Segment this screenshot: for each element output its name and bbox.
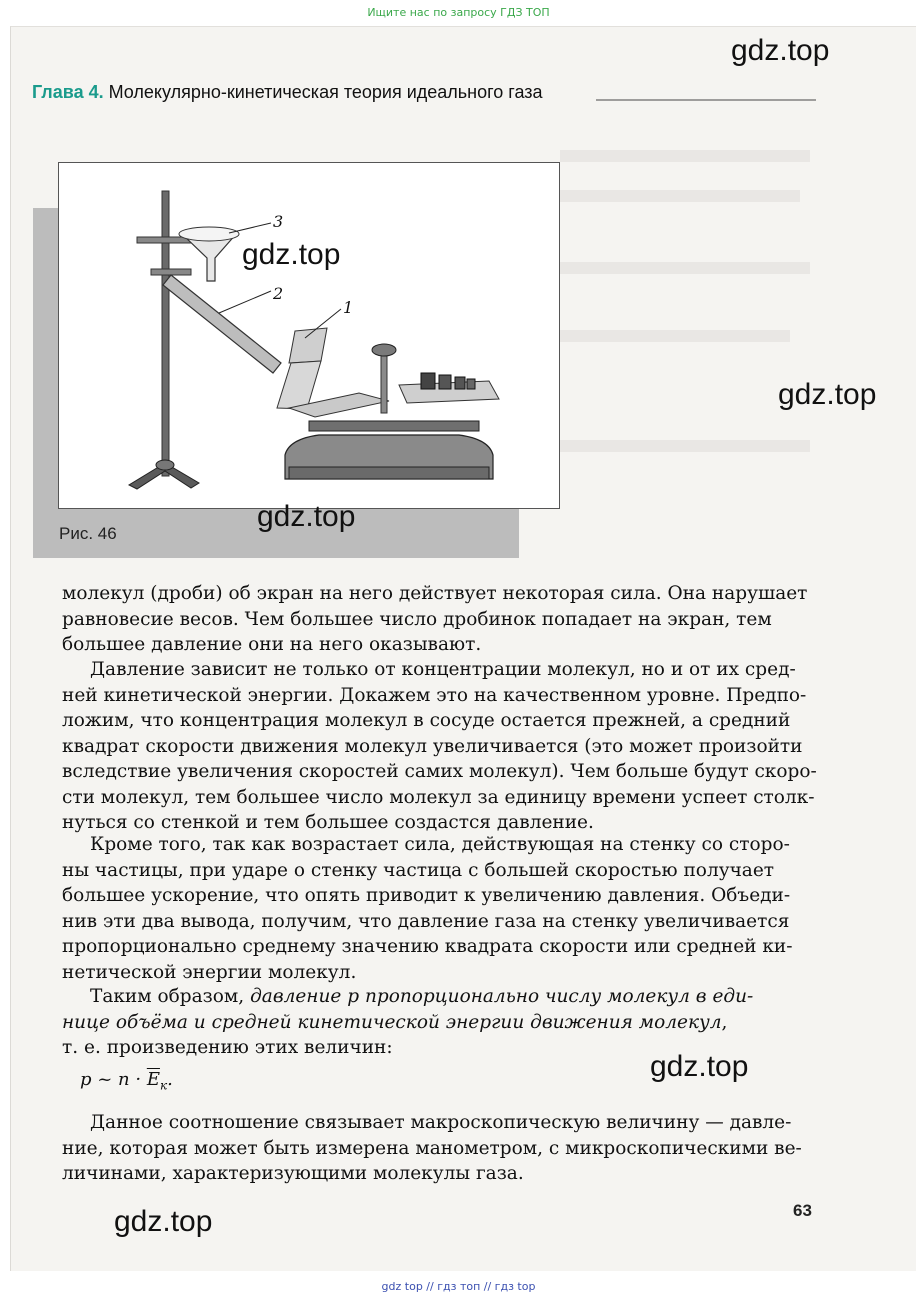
balance-beam	[309, 421, 479, 431]
text-line: нив эти два вывода, получим, что давление газа на стенку увеличивается	[62, 910, 790, 932]
watermark: gdz.top	[778, 378, 877, 411]
conclusion-comma: ,	[721, 1011, 728, 1033]
bleed-through	[560, 262, 810, 274]
top-banner[interactable]: Ищите нас по запросу ГДЗ ТОП	[367, 6, 550, 19]
balance-apparatus-illustration	[59, 163, 559, 508]
watermark: gdz.top	[242, 238, 341, 271]
text-line: равновесие весов. Чем большее число дробинок попадает на экран, тем	[62, 608, 772, 630]
chute-clamp	[151, 269, 191, 275]
text-line: ние, которая может быть измерена манометром, с микроскопическими ве-	[62, 1137, 802, 1159]
stand-hub	[156, 460, 174, 470]
formula-left: p ~ n ·	[80, 1069, 147, 1090]
bottom-banner[interactable]: gdz top // гдз топ // гдз top	[381, 1280, 536, 1293]
text-line: нетической энергии молекул.	[62, 961, 357, 983]
page-number: 63	[793, 1201, 812, 1220]
text-line: Кроме того, так как возрастает сила, действующая на стенку со сторо-	[90, 834, 790, 855]
formula	[80, 1069, 173, 1093]
label-leader	[219, 291, 271, 313]
conclusion-italic: нице объёма и средней кинетической энергии движения молекул	[62, 1011, 722, 1033]
figure-caption: Рис. 46	[59, 524, 117, 543]
bleed-through	[560, 150, 810, 162]
header-rule	[596, 99, 816, 101]
figure-label-3: 3	[273, 212, 284, 231]
conclusion-italic: давление p пропорционально числу молекул в еди-	[250, 986, 754, 1007]
conclusion-lead: Таким образом,	[90, 986, 251, 1007]
bleed-through	[560, 330, 790, 342]
formula-subscript: к	[159, 1078, 168, 1093]
balance-pointer	[381, 353, 387, 413]
text-line: молекул (дроби) об экран на него действует некоторая сила. Она нарушает	[62, 583, 808, 604]
text-line: ны частицы, при ударе о стенку частица с большей скоростью получает	[62, 859, 775, 881]
chapter-number: Глава 4.	[32, 82, 104, 102]
watermark: gdz.top	[257, 500, 356, 533]
funnel-rim	[179, 227, 239, 241]
chapter-header	[32, 82, 543, 103]
text-line: большее ускорение, что опять приводит к увеличению давления. Объеди-	[62, 885, 791, 906]
watermark: gdz.top	[731, 34, 830, 67]
balance-scale-head	[372, 344, 396, 356]
text-line: сти молекул, тем большее число молекул за единицу времени успеет столк-	[62, 786, 815, 808]
text-line: т. е. произведению этих величин:	[62, 1037, 393, 1058]
formula-energy: $\overline{E}$	[146, 1069, 160, 1090]
paragraph-1	[62, 581, 814, 658]
figure-label-1: 1	[343, 298, 354, 317]
weight	[467, 379, 475, 389]
text-line: большее давление они на него оказывают.	[62, 634, 482, 655]
balance-base-plate	[289, 467, 489, 479]
text-line: Данное соотношение связывает макроскопическую величину — давле-	[90, 1112, 792, 1133]
watermark: gdz.top	[114, 1205, 213, 1238]
text-line: ней кинетической энергии. Докажем это на качественном уровне. Предпо-	[62, 684, 807, 706]
text-line	[62, 1010, 814, 1036]
text-line: пропорционально среднему значению квадрата скорости или средней ки-	[62, 936, 793, 957]
watermark: gdz.top	[650, 1050, 749, 1083]
weight	[455, 377, 465, 389]
figure-46	[58, 162, 560, 509]
paragraph-2	[62, 657, 817, 836]
text-line: личинами, характеризующими молекулы газа.	[62, 1163, 524, 1184]
formula-end: .	[167, 1069, 173, 1090]
paragraph-4	[62, 1110, 814, 1187]
text-line: ложим, что концентрация молекул в сосуде остается прежней, а средний	[62, 710, 791, 731]
figure-label-2: 2	[273, 284, 284, 303]
screen-plate	[289, 328, 327, 363]
text-line: нуться со стенкой и тем большее создастся давление.	[62, 812, 594, 833]
stand-rod	[162, 191, 169, 476]
text-line: квадрат скорости движения молекул увеличивается (это может произойти	[62, 735, 803, 757]
weight	[439, 375, 451, 389]
paragraph-3	[62, 832, 814, 985]
label-leader	[229, 223, 271, 233]
weight	[421, 373, 435, 389]
text-line: Давление зависит не только от концентрации молекул, но и от их сред-	[90, 659, 796, 680]
chute-tube	[163, 275, 284, 373]
screen-plate-lower	[277, 361, 321, 409]
chapter-title: Молекулярно-кинетическая теория идеального газа	[103, 82, 543, 102]
bleed-through	[560, 440, 810, 452]
text-line: вследствие увеличения скоростей самих молекул). Чем больше будут скоро-	[62, 761, 817, 782]
bleed-through	[560, 190, 800, 202]
text-line	[62, 984, 814, 1010]
